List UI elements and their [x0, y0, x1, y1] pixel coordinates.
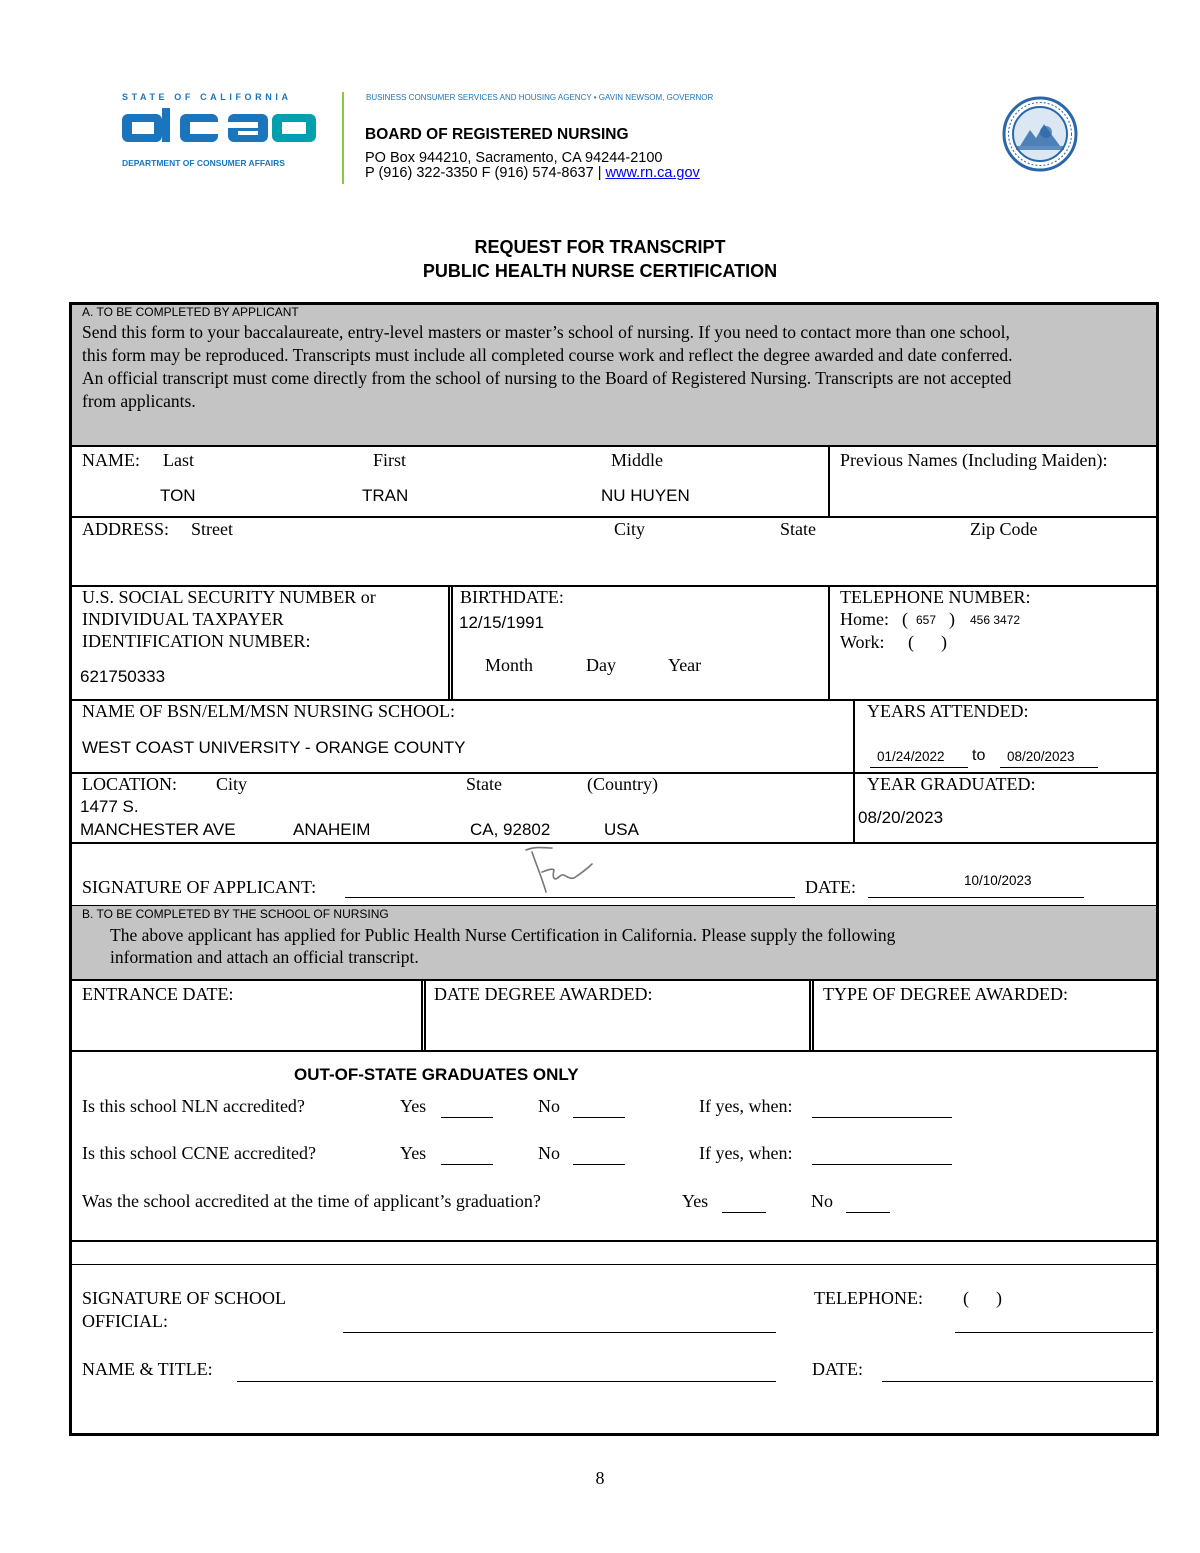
- graduation-no-label: No: [811, 1191, 833, 1211]
- address-state-label: State: [780, 519, 816, 539]
- graduation-yes-label: Yes: [682, 1191, 709, 1211]
- year-graduated-label: YEAR GRADUATED:: [867, 774, 1036, 794]
- first-name-field[interactable]: TRAN: [362, 486, 409, 505]
- logo-divider: [342, 92, 344, 184]
- school-date-label: DATE:: [812, 1359, 863, 1379]
- board-phone-text: P (916) 322-3350 F (916) 574-8637 |: [365, 165, 602, 181]
- nln-no-label: No: [538, 1096, 560, 1116]
- dept-name-text: DEPARTMENT OF CONSUMER AFFAIRS: [122, 158, 285, 168]
- board-phone: [365, 166, 700, 181]
- ccne-when-field[interactable]: [812, 1164, 952, 1165]
- home-phone-number-field[interactable]: 456 3472: [970, 613, 1021, 627]
- graduation-yes-field[interactable]: [722, 1212, 766, 1213]
- section-a-instruction-3: An official transcript must come directly from the school of nursing to the Board of Registered Nursing. Transcripts are not accepted: [82, 368, 1012, 388]
- years-attended-label: YEARS ATTENDED:: [867, 701, 1029, 721]
- california-seal-icon: [1002, 96, 1078, 172]
- birth-day-label: Day: [586, 655, 616, 675]
- form-title-line2: PUBLIC HEALTH NURSE CERTIFICATION: [422, 261, 778, 281]
- home-phone-label: Home:: [840, 609, 889, 629]
- entrance-date-field[interactable]: [76, 1008, 416, 1046]
- graduation-no-field[interactable]: [846, 1212, 890, 1213]
- accredited-at-graduation-question: Was the school accredited at the time of applicant’s graduation?: [82, 1191, 541, 1211]
- dca-logo: [118, 92, 323, 172]
- school-official-signature-label-2: OFFICIAL:: [82, 1311, 169, 1331]
- address-city-label: City: [614, 519, 646, 539]
- section-b-heading: B. TO BE COMPLETED BY THE SCHOOL OF NURSING: [82, 907, 389, 921]
- ssn-field[interactable]: 621750333: [80, 667, 166, 686]
- ccne-no-field[interactable]: [573, 1164, 625, 1165]
- previous-names-label: Previous Names (Including Maiden):: [840, 450, 1108, 470]
- board-address: PO Box 944210, Sacramento, CA 94244-2100: [365, 150, 663, 166]
- last-name-field[interactable]: TON: [160, 486, 196, 505]
- birth-year-label: Year: [668, 655, 702, 675]
- form-frame: [69, 302, 1159, 1436]
- year-graduated-field[interactable]: 08/20/2023: [858, 808, 944, 827]
- years-attended-to-label: to: [972, 747, 986, 764]
- work-phone-field[interactable]: ( ): [908, 632, 947, 652]
- location-city-field[interactable]: ANAHEIM: [293, 820, 371, 839]
- ccne-yes-field[interactable]: [441, 1164, 493, 1165]
- applicant-date-field[interactable]: 10/10/2023: [964, 873, 1032, 888]
- zip-code-label: Zip Code: [970, 519, 1038, 539]
- address-field[interactable]: [76, 544, 1150, 582]
- section-a-instruction-1: Send this form to your baccalaureate, entry-level masters or master’s school of nursing. If you need to contact more than one school,: [82, 322, 1010, 342]
- years-attended-to-field[interactable]: 08/20/2023: [1007, 749, 1075, 764]
- location-street-line2[interactable]: MANCHESTER AVE: [80, 820, 236, 839]
- location-city-label: City: [216, 774, 248, 794]
- work-phone-label: Work:: [840, 632, 885, 652]
- school-official-signature-label-1: SIGNATURE OF SCHOOL: [82, 1288, 287, 1308]
- date-degree-awarded-field[interactable]: [430, 1008, 805, 1046]
- home-area-code-field[interactable]: 657: [916, 613, 937, 627]
- school-name-label: NAME OF BSN/ELM/MSN NURSING SCHOOL:: [82, 701, 456, 721]
- dca-letters-icon: [122, 108, 322, 148]
- years-attended-from-field[interactable]: 01/24/2022: [877, 749, 945, 764]
- school-telephone-field[interactable]: ( ): [963, 1288, 1002, 1308]
- type-of-degree-label: TYPE OF DEGREE AWARDED:: [823, 984, 1069, 1004]
- name-title-field[interactable]: [237, 1381, 776, 1382]
- last-name-label: Last: [163, 450, 194, 470]
- ccne-yes-label: Yes: [400, 1143, 427, 1163]
- nln-question: Is this school NLN accredited?: [82, 1096, 305, 1116]
- applicant-date-label: DATE:: [805, 877, 856, 897]
- nln-yes-label: Yes: [400, 1096, 427, 1116]
- applicant-signature-mark[interactable]: [512, 842, 602, 897]
- agency-line: BUSINESS CONSUMER SERVICES AND HOUSING AGENCY • GAVIN NEWSOM, GOVERNOR: [366, 93, 714, 102]
- section-a-instruction-4: from applicants.: [82, 391, 196, 411]
- school-telephone-label: TELEPHONE:: [814, 1288, 923, 1308]
- type-of-degree-field[interactable]: [818, 1008, 1150, 1046]
- state-of-california-text: STATE OF CALIFORNIA: [122, 92, 292, 102]
- ssn-label-2: INDIVIDUAL TAXPAYER: [82, 609, 284, 629]
- board-name: BOARD OF REGISTERED NURSING: [365, 126, 629, 143]
- nln-when-field[interactable]: [812, 1117, 952, 1118]
- name-title-label: NAME & TITLE:: [82, 1359, 213, 1379]
- location-state-field[interactable]: CA, 92802: [470, 820, 551, 839]
- applicant-signature-label: SIGNATURE OF APPLICANT:: [82, 877, 317, 897]
- previous-names-field[interactable]: [832, 474, 1150, 514]
- school-date-field[interactable]: [882, 1381, 1153, 1382]
- website-link[interactable]: www.rn.ca.gov: [605, 165, 700, 181]
- entrance-date-label: ENTRANCE DATE:: [82, 984, 234, 1004]
- nln-no-field[interactable]: [573, 1117, 625, 1118]
- school-official-signature-field[interactable]: [343, 1332, 776, 1333]
- nln-yes-field[interactable]: [441, 1117, 493, 1118]
- ssn-label-1: U.S. SOCIAL SECURITY NUMBER or: [82, 587, 376, 607]
- street-label: Street: [191, 519, 233, 539]
- location-street-line1[interactable]: 1477 S.: [80, 797, 139, 816]
- birthdate-label: BIRTHDATE:: [460, 587, 564, 607]
- section-b-instruction-1: The above applicant has applied for Public Health Nurse Certification in California. Please supply the following: [110, 925, 896, 945]
- form-title-line1: REQUEST FOR TRANSCRIPT: [474, 237, 726, 257]
- telephone-label: TELEPHONE NUMBER:: [840, 587, 1031, 607]
- ccne-if-yes-label: If yes, when:: [699, 1143, 793, 1163]
- address-label: ADDRESS:: [82, 519, 170, 539]
- birthdate-field[interactable]: 12/15/1991: [459, 613, 545, 632]
- date-degree-awarded-label: DATE DEGREE AWARDED:: [434, 984, 653, 1004]
- birth-month-label: Month: [485, 655, 534, 675]
- home-phone-open-paren: (: [902, 609, 908, 629]
- middle-name-field[interactable]: NU HUYEN: [601, 486, 690, 505]
- location-state-label: State: [466, 774, 502, 794]
- nln-if-yes-label: If yes, when:: [699, 1096, 793, 1116]
- ccne-question: Is this school CCNE accredited?: [82, 1143, 316, 1163]
- out-of-state-heading: OUT-OF-STATE GRADUATES ONLY: [294, 1065, 579, 1084]
- school-name-field[interactable]: WEST COAST UNIVERSITY - ORANGE COUNTY: [82, 738, 466, 757]
- middle-name-label: Middle: [611, 450, 663, 470]
- section-a-instruction-2: this form may be reproduced. Transcripts must include all completed course work and reflect the degree awarded and date conferred.: [82, 345, 1013, 365]
- name-label: NAME:: [82, 450, 140, 470]
- section-b-instruction-2: information and attach an official transcript.: [110, 947, 419, 967]
- ssn-label-3: IDENTIFICATION NUMBER:: [82, 631, 311, 651]
- location-label: LOCATION:: [82, 774, 177, 794]
- section-a-heading: A. TO BE COMPLETED BY APPLICANT: [82, 305, 299, 319]
- page-number: 8: [595, 1468, 605, 1488]
- ccne-no-label: No: [538, 1143, 560, 1163]
- home-phone-close-paren: ): [949, 609, 955, 629]
- first-name-label: First: [373, 450, 407, 470]
- location-country-label: (Country): [587, 774, 658, 794]
- location-country-field[interactable]: USA: [604, 820, 639, 839]
